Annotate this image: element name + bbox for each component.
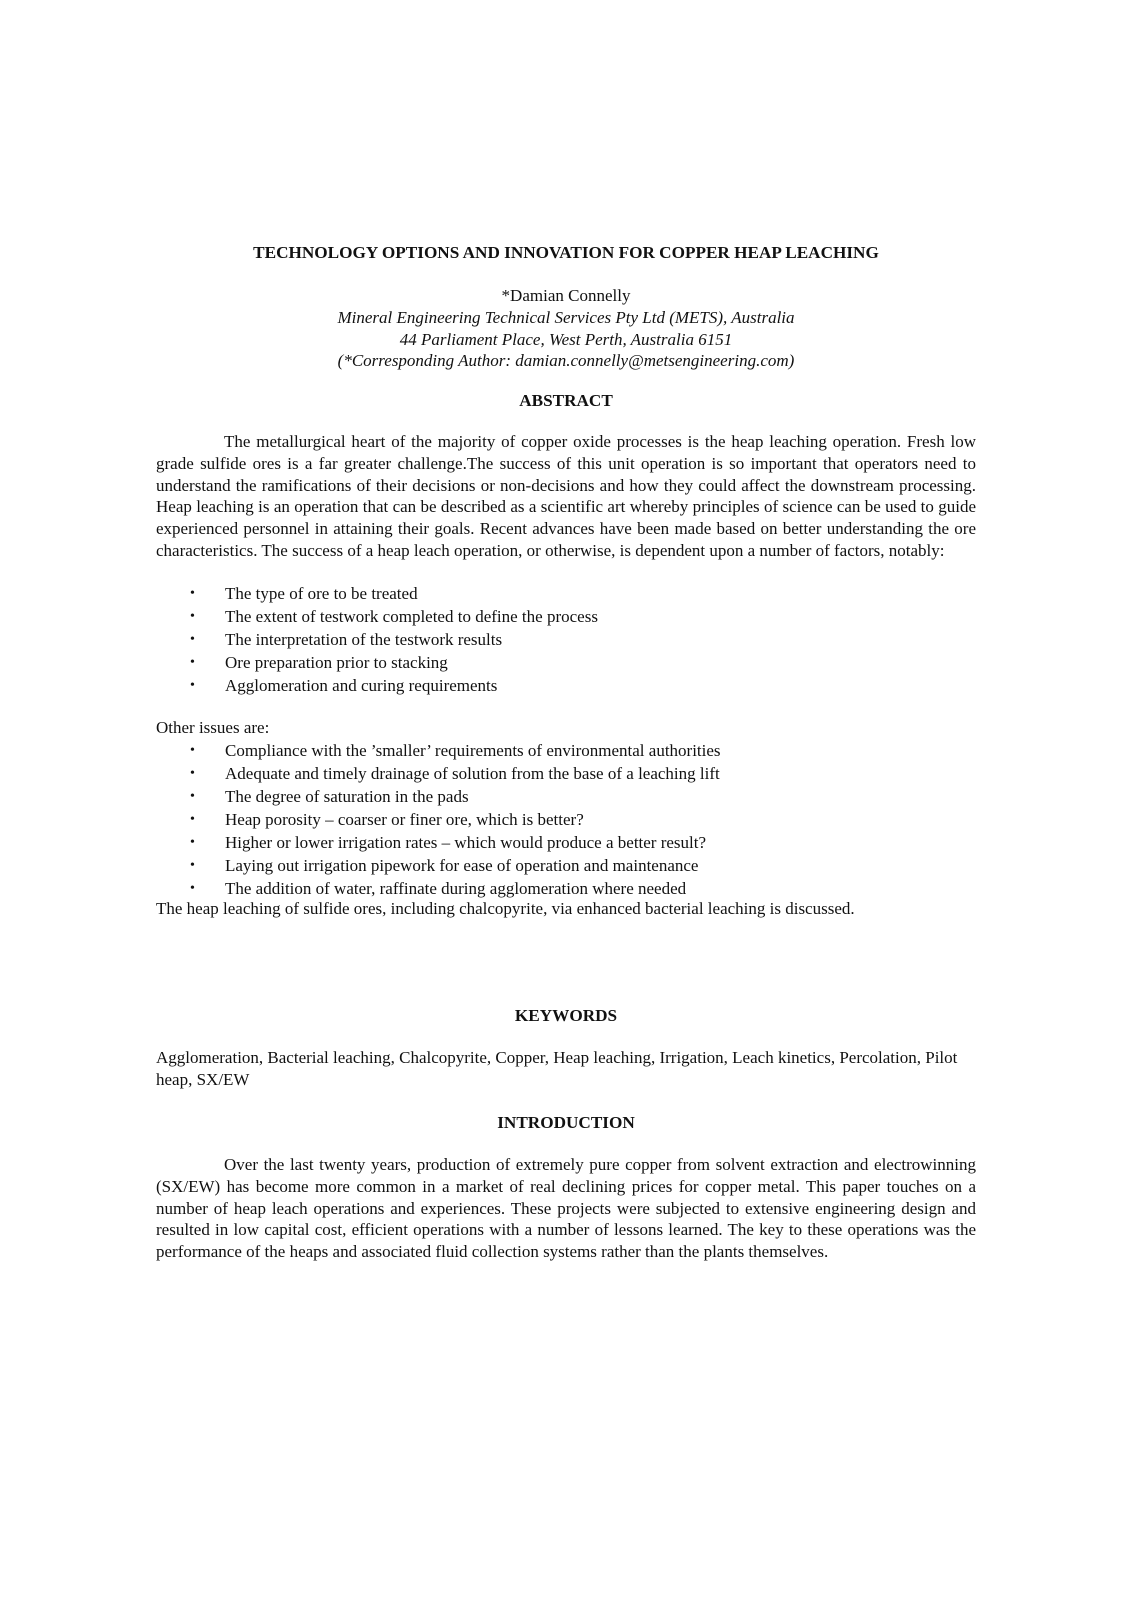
other-issues-list xyxy=(156,739,976,900)
list-item: • Compliance with the ’smaller’ requirements of environmental authorities xyxy=(190,741,721,760)
list-item: • Ore preparation prior to stacking xyxy=(190,653,448,672)
author-affiliation: Mineral Engineering Technical Services Pty Ltd (METS), Australia xyxy=(337,307,795,327)
keywords-heading: KEYWORDS xyxy=(514,1006,618,1025)
factors-list-block xyxy=(156,582,976,697)
bullet-icon: • xyxy=(190,586,195,601)
corresponding-author: (*Corresponding Author: damian.connelly@metsengineering.com) xyxy=(337,351,795,371)
bullet-icon: • xyxy=(190,789,195,804)
list-item: • The type of ore to be treated xyxy=(190,584,418,603)
list-item: • The extent of testwork completed to define the process xyxy=(190,607,598,626)
list-item: • Heap porosity – coarser or finer ore, which is better? xyxy=(190,810,584,829)
bullet-icon: • xyxy=(190,743,195,758)
factors-list xyxy=(156,582,976,697)
bullet-icon: • xyxy=(190,609,195,624)
list-item: • The degree of saturation in the pads xyxy=(190,787,469,806)
list-item: • The interpretation of the testwork results xyxy=(190,630,503,649)
bullet-icon: • xyxy=(190,881,195,896)
author-address: 44 Parliament Place, West Perth, Australia 6151 xyxy=(399,329,733,349)
bullet-icon: • xyxy=(190,632,195,647)
bullet-icon: • xyxy=(190,835,195,850)
bullet-icon: • xyxy=(190,655,195,670)
abstract-closing: The heap leaching of sulfide ores, including chalcopyrite, via enhanced bacterial leaching is discussed. xyxy=(156,899,855,918)
list-item: • The addition of water, raffinate during agglomeration where needed xyxy=(190,879,687,898)
bullet-icon: • xyxy=(190,678,195,693)
abstract-paragraph: The metallurgical heart of the majority of copper oxide processes is the heap leaching operation. Fresh low grade sulfide ores is a far greater challenge.The success of this unit operation is so important that operators need to understand the ramifications of their decisions or non-decisions and how they could affect the downstream processing. Heap leaching is an operation that can be described as a scientific art whereby principles of science can be used to guide experienced personnel in attaining their goals. Recent advances have been made based on better understanding the ore characteristics. The success of a heap leach operation, or otherwise, is dependent upon a number of factors, notably: xyxy=(156,432,976,560)
other-issues-intro: Other issues are: xyxy=(156,718,270,737)
bullet-icon: • xyxy=(190,812,195,827)
bullet-icon: • xyxy=(190,858,195,873)
list-item: • Laying out irrigation pipework for ease of operation and maintenance xyxy=(190,856,699,875)
author-name: *Damian Connelly xyxy=(501,286,631,305)
other-issues-block xyxy=(156,739,976,900)
introduction-heading: INTRODUCTION xyxy=(497,1113,635,1132)
abstract-heading: ABSTRACT xyxy=(519,391,613,410)
introduction-paragraph: Over the last twenty years, production of extremely pure copper from solvent extraction and electrowinning (SX/EW) has become more common in a market of real declining prices for copper metal. This paper touches on a number of heap leach operations and experiences. These projects were subjected to extensive engineering design and resulted in low capital cost, efficient operations with a number of lessons learned. The key to these operations was the performance of the heaps and associated fluid collection systems rather than the plants themselves. xyxy=(156,1155,976,1262)
author-block xyxy=(156,285,976,372)
bullet-icon: • xyxy=(190,766,195,781)
paper-title: TECHNOLOGY OPTIONS AND INNOVATION FOR COPPER HEAP LEACHING xyxy=(253,243,879,262)
list-item: • Adequate and timely drainage of solution from the base of a leaching lift xyxy=(190,764,720,783)
list-item: • Agglomeration and curing requirements xyxy=(190,676,498,695)
keywords-text: Agglomeration, Bacterial leaching, Chalcopyrite, Copper, Heap leaching, Irrigation, Leach kinetics, Percolation, Pilot heap, SX/EW xyxy=(156,1048,958,1089)
list-item: • Higher or lower irrigation rates – which would produce a better result? xyxy=(190,833,707,852)
